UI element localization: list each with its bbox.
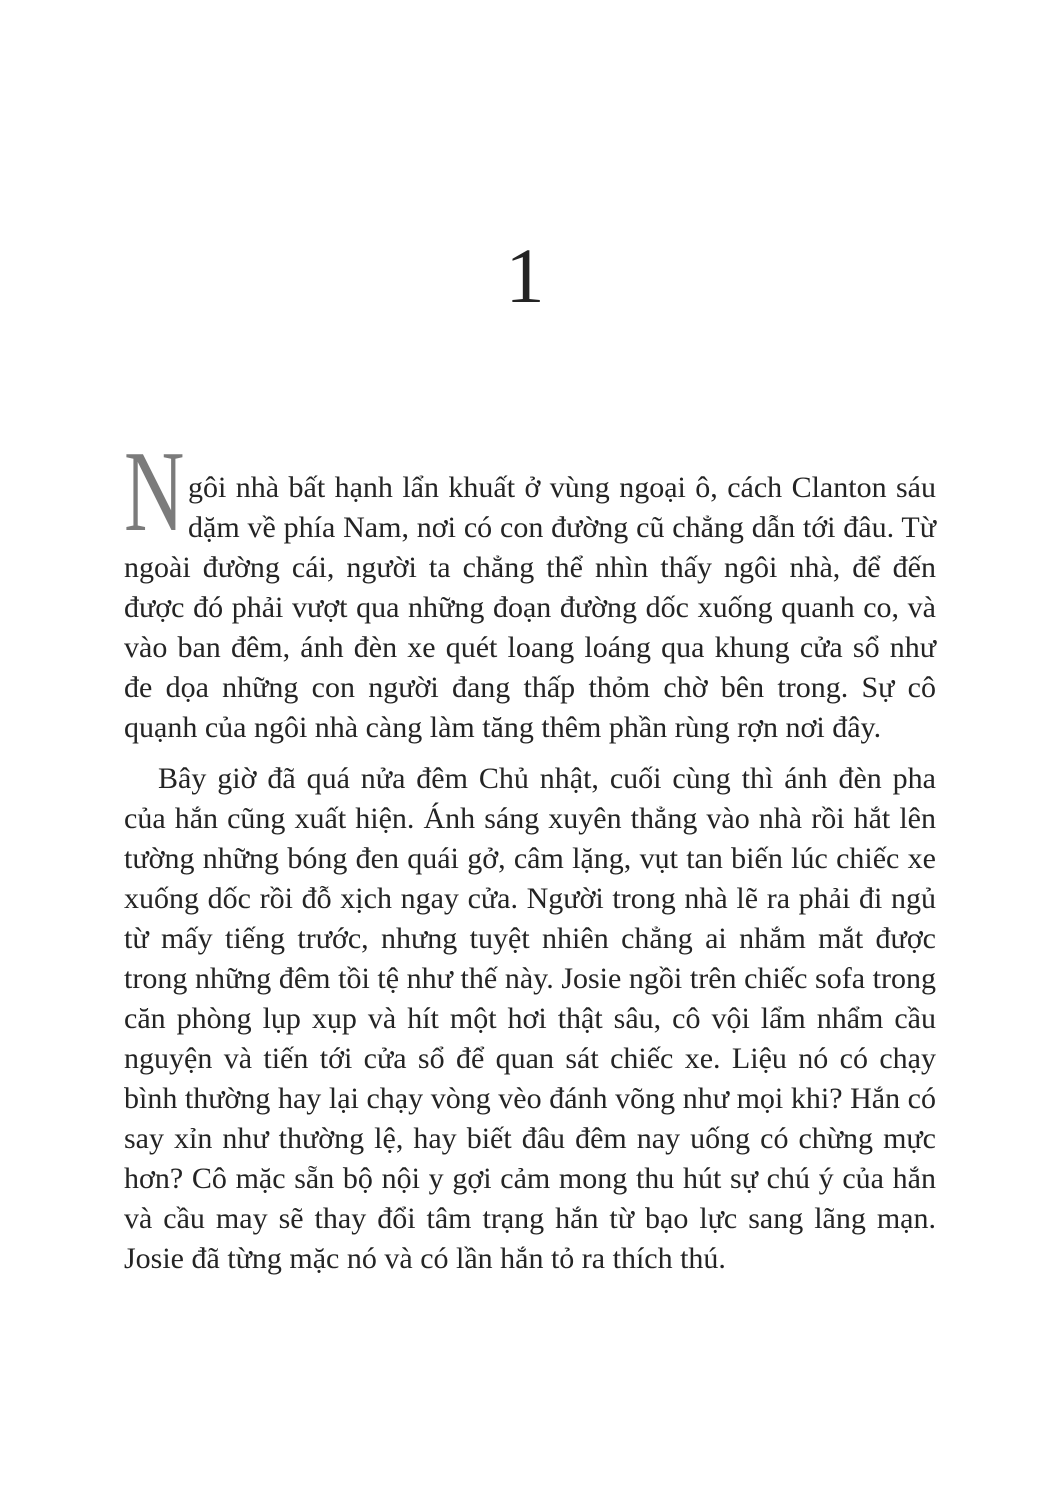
chapter-number: 1 (505, 232, 545, 319)
paragraph-text: Bây giờ đã quá nửa đêm Chủ nhật, cuối cùng thì ánh đèn pha của hắn cũng xuất hiện. Ánh sáng xuyên thẳng vào nhà rồi hắt lên tường những bóng đen quái gở, câm lặng, vụt tan biến lúc chiếc xe xuống dốc rồi đỗ xịch ngay cửa. Người trong nhà lẽ ra phải đi ngủ từ mấy tiếng trước, nhưng tuyệt nhiên chẳng ai nhắm mắt được trong những đêm tồi tệ như thế này. Josie ngồi trên chiếc sofa trong căn phòng lụp xụp và hít một hơi thật sâu, cô vội lẩm nhẩm cầu nguyện và tiến tới cửa sổ để quan sát chiếc xe. Liệu nó có chạy bình thường hay lại chạy vòng vèo đánh võng như mọi khi? Hắn có say xỉn như thường lệ, hay biết đâu đêm nay uống có chừng mực hơn? Cô mặc sẵn bộ nội y gợi cảm mong thu hút sự chú ý của hắn và cầu may sẽ thay đổi tâm trạng hắn từ bạo lực sang lãng mạn. Josie đã từng mặc nó và có lần hắn tỏ ra thích thú. (124, 762, 936, 1275)
body-text (124, 428, 936, 1279)
paragraph-text: gôi nhà bất hạnh lẩn khuất ở vùng ngoại ô, cách Clanton sáu dặm về phía Nam, nơi có con đường cũ chẳng dẫn tới đâu. Từ ngoài đường cái, người ta chẳng thể nhìn thấy ngôi nhà, để đến được đó phải vượt qua những đoạn đường dốc xuống quanh co, và vào ban đêm, ánh đèn xe quét loang loáng qua khung cửa sổ như đe dọa những con người đang thấp thỏm chờ bên trong. Sự cô quạnh của ngôi nhà càng làm tăng thêm phần rùng rợn nơi đây. (124, 471, 936, 744)
paragraph (124, 759, 936, 1279)
paragraph (124, 428, 936, 748)
drop-cap-letter: N (124, 428, 185, 556)
